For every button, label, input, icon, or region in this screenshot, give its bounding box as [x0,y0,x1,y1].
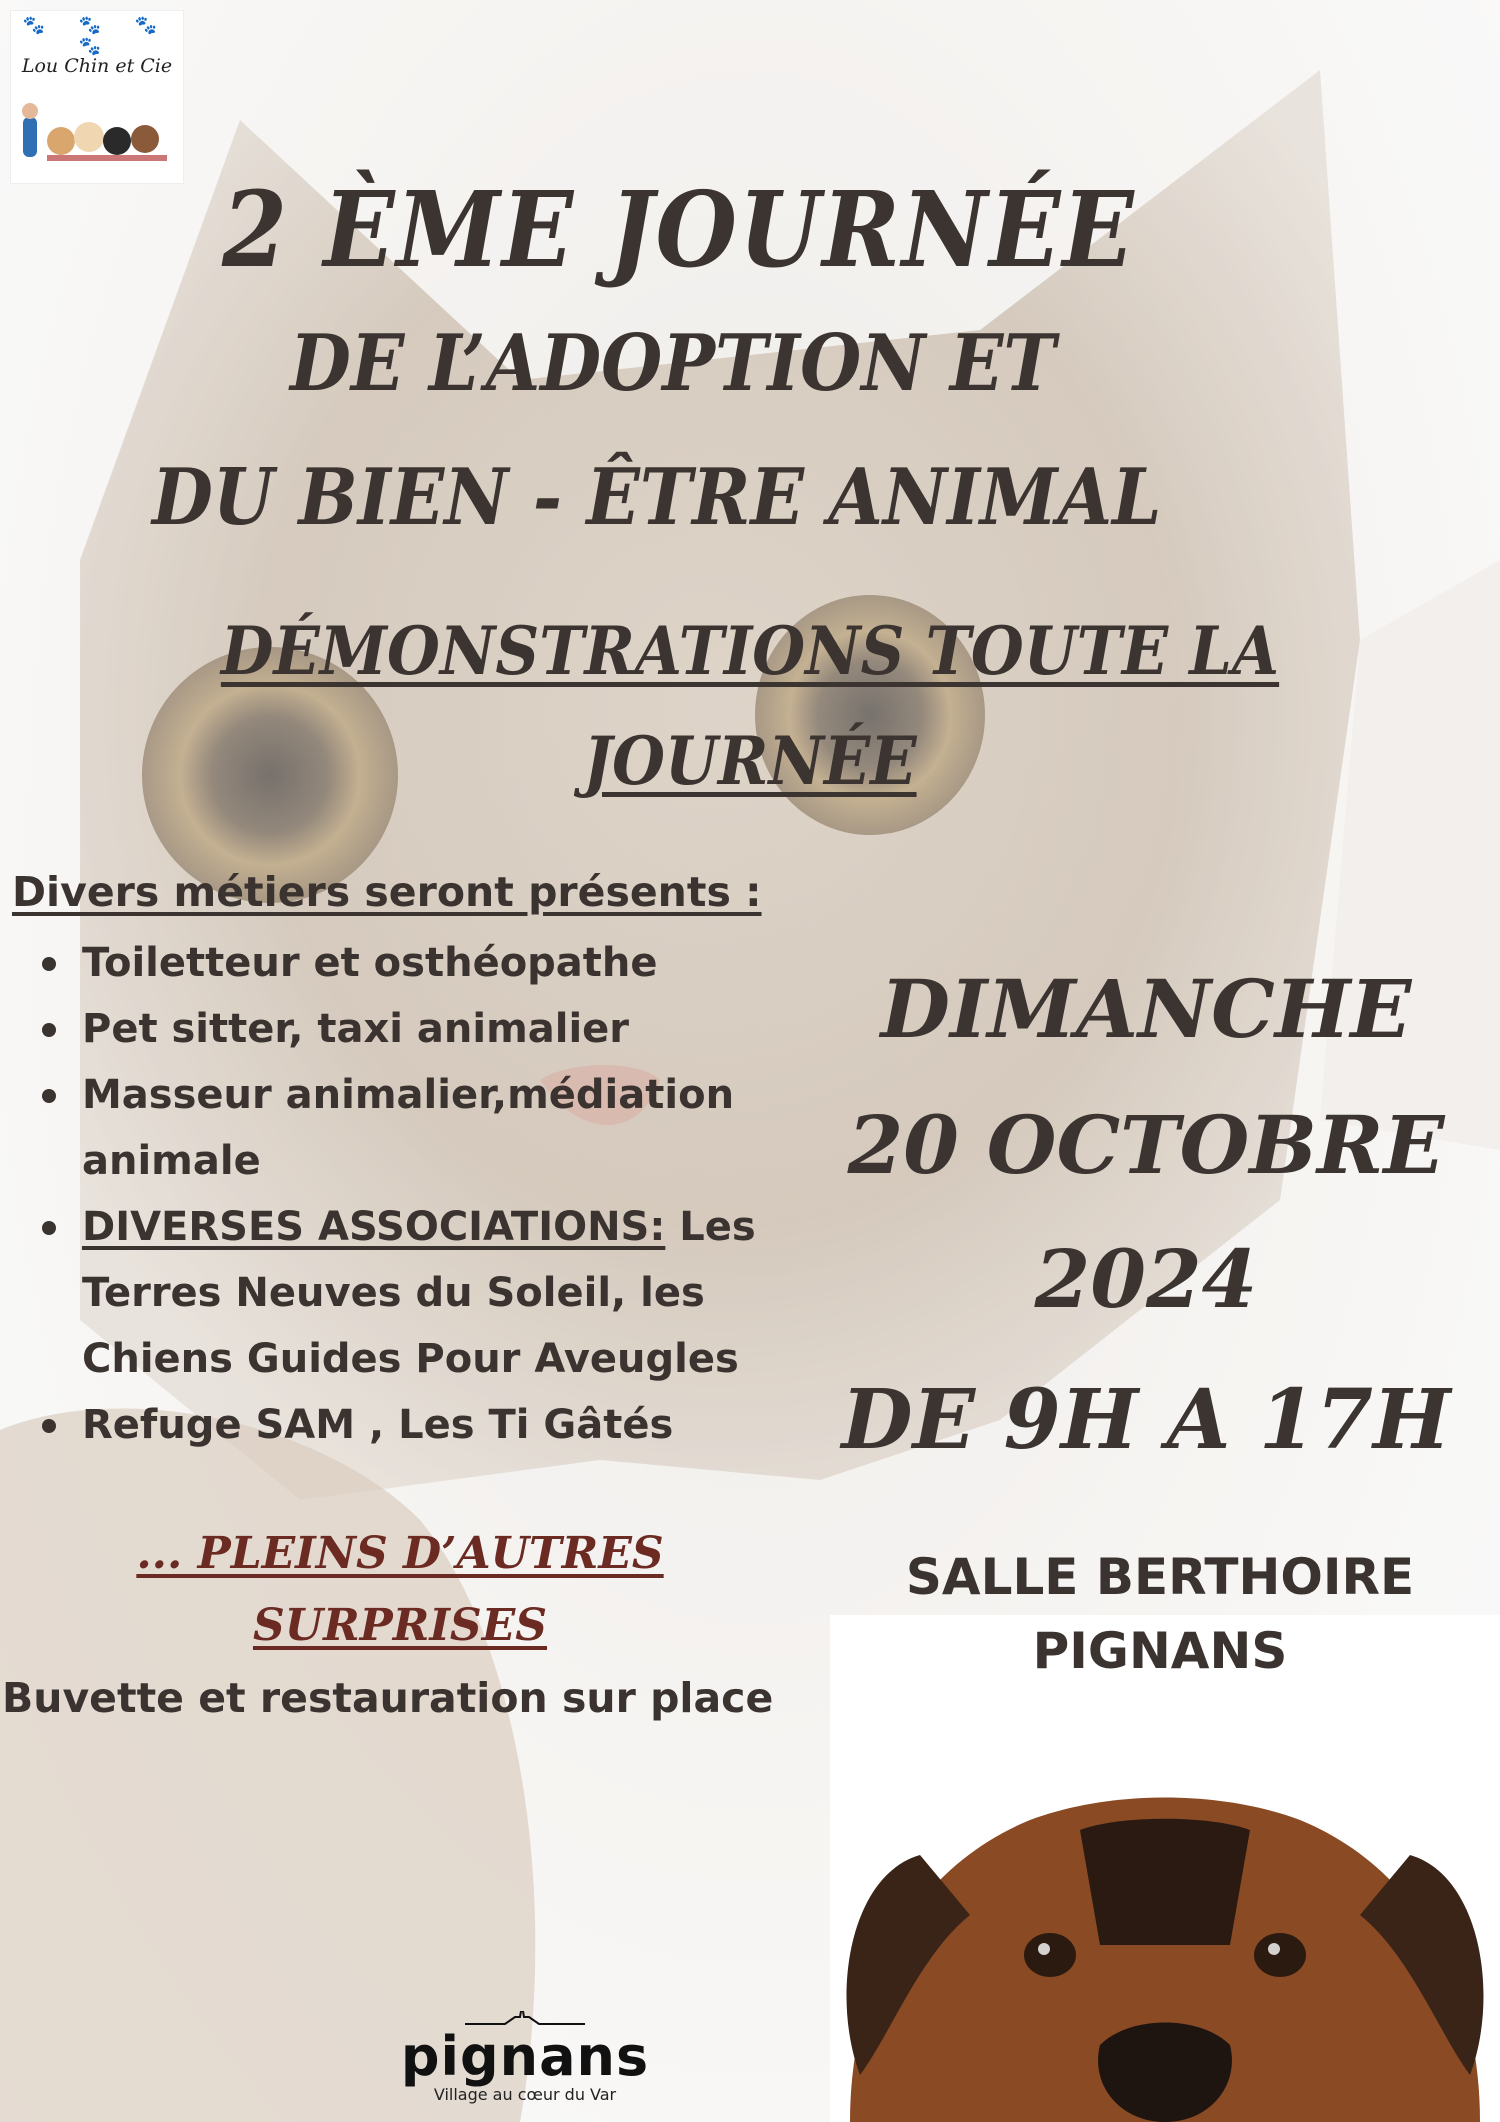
paw-prints-icon: 🐾 🐾 🐾 🐾 [22,15,172,57]
title-line-2: DE L’ADOPTION ET [290,318,1056,409]
logo-brand-text: Lou Chin et Cie [21,55,173,77]
town-tagline: Village au cœur du Var [433,2085,617,2104]
jobs-heading: Divers métiers seront présents : [12,868,762,916]
associations-label: DIVERSES ASSOCIATIONS: [82,1204,666,1250]
event-hours: DE 9H A 17H [841,1372,1451,1468]
bullet-icon [42,1089,56,1103]
associations-text: Les Terres Neuves du Soleil, les Chiens Guides Pour Aveugles [82,1204,756,1382]
job-text: Toiletteur et osthéopathe [82,940,658,986]
dogs-illustration-icon [17,97,177,177]
bullet-icon [42,1221,56,1235]
town-name: pignans [400,2025,650,2088]
bullet-icon [42,1023,56,1037]
venue-line-1: SALLE BERTHOIRE [905,1548,1415,1606]
title-line-3: DU BIEN - ÊTRE ANIMAL [152,452,1162,543]
demonstrations-line-2: JOURNÉE [583,722,917,800]
surprises-line-1: ... PLEINS D’AUTRES [136,1528,664,1579]
job-text: Pet sitter, taxi animalier [82,1006,630,1052]
jobs-list [36,930,806,1458]
venue-line-2: PIGNANS [1032,1622,1288,1680]
bullet-icon [42,957,56,971]
association-logo [10,10,184,184]
job-text: Refuge SAM , Les Ti Gâtés [82,1402,674,1448]
list-item [36,1194,806,1392]
surprises-line-2: SURPRISES [252,1600,548,1651]
list-item [36,1062,806,1194]
demonstrations-line-1: DÉMONSTRATIONS TOUTE LA [220,612,1280,690]
buvette-text: Buvette et restauration sur place [2,1674,774,1722]
dog-image [830,1615,1500,2122]
job-text: Masseur animalier,médiation animale [82,1072,735,1184]
village-skyline-icon [465,2011,585,2025]
event-year: 2024 [1034,1232,1258,1326]
town-logo [400,2010,650,2104]
event-day: DIMANCHE [880,962,1412,1056]
list-item [36,930,806,996]
bullet-icon [42,1419,56,1433]
list-item [36,1392,806,1458]
list-item [36,996,806,1062]
event-date: 20 OCTOBRE [847,1098,1445,1192]
title-line-1: 2 ÈME JOURNÉE [222,168,1136,291]
